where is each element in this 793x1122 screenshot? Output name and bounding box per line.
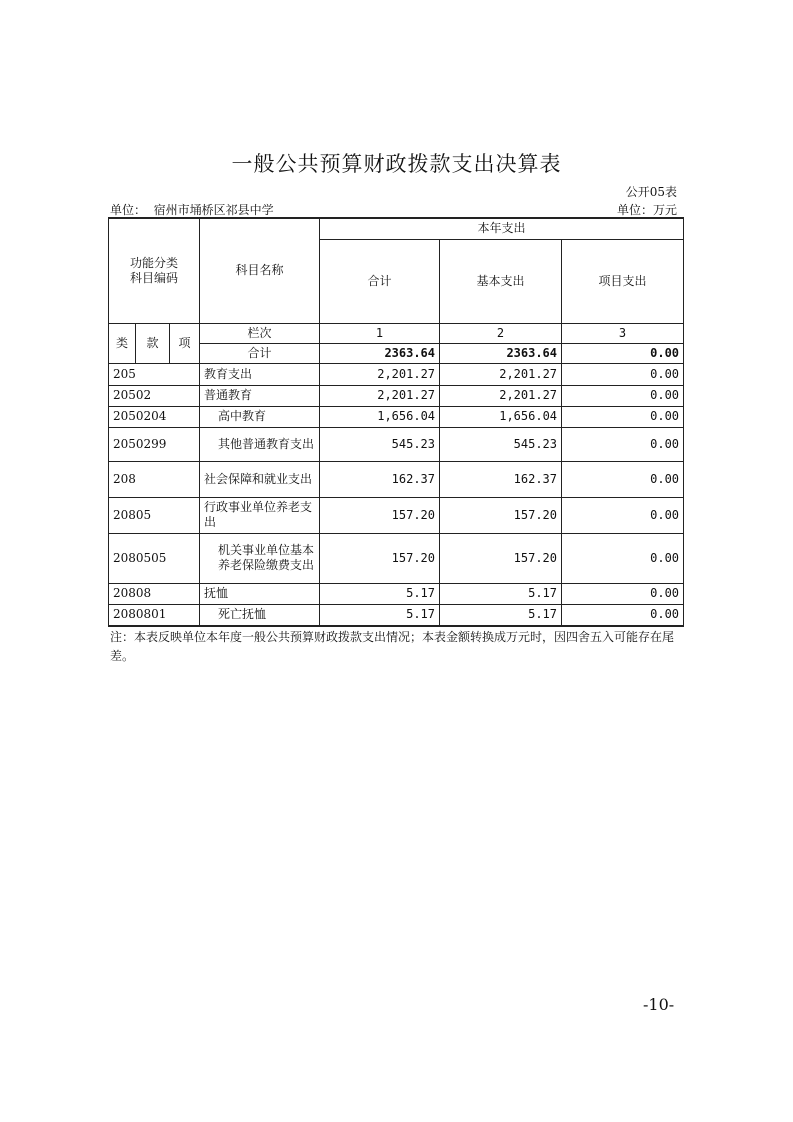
total-row-label: 合计 [200,343,320,363]
row-code: 20502 [109,385,200,406]
row-project: 0.00 [562,604,684,626]
table-row [109,497,684,533]
row-code: 208 [109,461,200,497]
table-row [109,533,684,583]
table-row [109,427,684,461]
reporting-unit [110,201,274,218]
row-project: 0.00 [562,583,684,604]
row-total: 1,656.04 [320,406,440,427]
project-header: 项目支出 [562,239,684,323]
table-row [109,363,684,385]
row-total: 162.37 [320,461,440,497]
row-basic: 157.20 [440,533,562,583]
func-class-line1: 功能分类 [130,255,179,270]
row-project: 0.00 [562,406,684,427]
current-year-header: 本年支出 [320,218,684,239]
budget-table [108,217,684,627]
subject-name-header: 科目名称 [200,218,320,323]
row-name: 高中教育 [200,406,320,427]
row-name: 行政事业单位养老支出 [200,497,320,533]
row-project: 0.00 [562,497,684,533]
table-row [109,461,684,497]
column-no-2: 2 [440,323,562,343]
row-basic: 1,656.04 [440,406,562,427]
row-project: 0.00 [562,385,684,406]
table-row [109,385,684,406]
row-name: 抚恤 [200,583,320,604]
total-row-basic: 2363.64 [440,343,562,363]
row-project: 0.00 [562,461,684,497]
row-basic: 545.23 [440,427,562,461]
row-total: 5.17 [320,583,440,604]
row-project: 0.00 [562,533,684,583]
row-basic: 5.17 [440,604,562,626]
row-code: 20805 [109,497,200,533]
column-no-label: 栏次 [200,323,320,343]
row-name: 其他普通教育支出 [200,427,320,461]
row-code: 205 [109,363,200,385]
currency-unit: 单位：万元 [616,203,677,217]
func-class-line2: 科目编码 [130,270,179,285]
row-basic: 2,201.27 [440,363,562,385]
row-basic: 5.17 [440,583,562,604]
row-total: 5.17 [320,604,440,626]
page-number: -10- [643,995,675,1014]
row-total: 2,201.27 [320,385,440,406]
kuan-header: 款 [136,323,170,363]
func-class-header [109,218,200,323]
row-basic: 157.20 [440,497,562,533]
column-no-3: 3 [562,323,684,343]
unit-name: 宿州市埇桥区祁县中学 [153,203,274,217]
row-code: 2080505 [109,533,200,583]
row-total: 157.20 [320,497,440,533]
row-name: 普通教育 [200,385,320,406]
lei-header: 类 [109,323,136,363]
row-name: 社会保障和就业支出 [200,461,320,497]
basic-header: 基本支出 [440,239,562,323]
row-code: 2050204 [109,406,200,427]
table-row [109,406,684,427]
column-no-1: 1 [320,323,440,343]
row-name: 死亡抚恤 [200,604,320,626]
table-row [109,604,684,626]
row-total: 2,201.27 [320,363,440,385]
total-header: 合计 [320,239,440,323]
row-code: 20808 [109,583,200,604]
row-project: 0.00 [562,427,684,461]
unit-label: 单位： [110,203,147,217]
row-basic: 162.37 [440,461,562,497]
row-basic: 2,201.27 [440,385,562,406]
row-name: 机关事业单位基本养老保险缴费支出 [200,533,320,583]
row-total: 157.20 [320,533,440,583]
page-title: 一般公共预算财政拨款支出决算表 [231,152,562,176]
row-code: 2050299 [109,427,200,461]
total-row-project: 0.00 [562,343,684,363]
row-total: 545.23 [320,427,440,461]
total-row-total: 2363.64 [320,343,440,363]
row-name: 教育支出 [200,363,320,385]
table-note: 注：本表反映单位本年度一般公共预算财政拨款支出情况；本表金额转换成万元时，因四舍五入可能存在尾差。 [110,630,675,663]
row-project: 0.00 [562,363,684,385]
table-row [109,583,684,604]
row-code: 2080801 [109,604,200,626]
form-number: 公开05表 [625,185,677,199]
xiang-header: 项 [170,323,200,363]
